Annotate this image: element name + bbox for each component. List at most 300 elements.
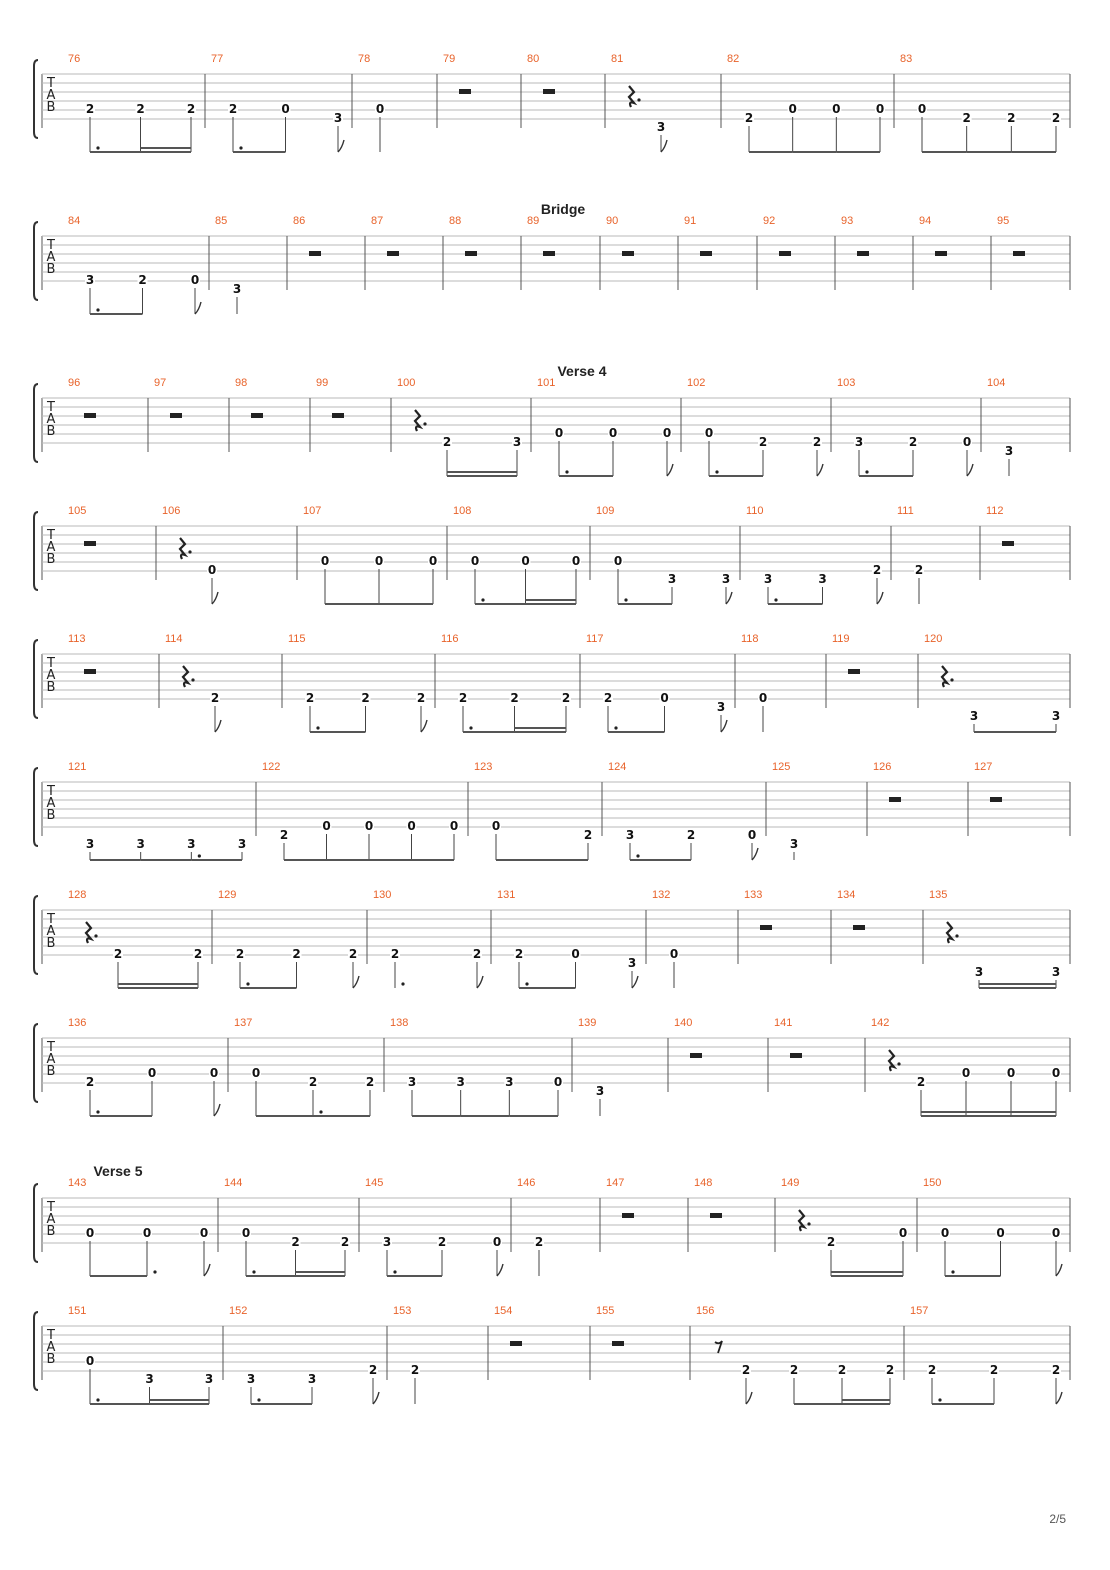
fret-number: 3	[145, 1372, 154, 1386]
note-flag	[877, 592, 883, 604]
measure-number: 107	[303, 505, 322, 517]
fret-number: 3	[512, 435, 522, 449]
note-flag	[338, 140, 344, 152]
duration-dot	[565, 470, 568, 473]
fret-number: 0	[207, 563, 217, 577]
measure	[68, 505, 156, 580]
fret-number: 0	[917, 102, 927, 116]
measure-number: 128	[68, 889, 87, 901]
measure-number: 136	[68, 1017, 87, 1029]
measure	[68, 761, 256, 860]
fret-number: 2	[826, 1235, 836, 1249]
measure-number: 140	[674, 1017, 693, 1029]
fret-number: 3	[307, 1372, 317, 1386]
note-flag	[721, 720, 727, 732]
fret-number: 2	[916, 1075, 926, 1089]
rest-dot	[423, 422, 426, 425]
half-rest	[84, 669, 96, 674]
measure-number: 80	[527, 53, 540, 65]
fret-number: 0	[662, 426, 672, 440]
tab-clef-letter: T	[47, 238, 55, 253]
measure-number: 152	[229, 1305, 248, 1317]
fret-number: 0	[241, 1226, 251, 1240]
measure	[974, 761, 1070, 836]
fret-number: 2	[235, 947, 245, 961]
tab-clef-letter: A	[46, 250, 56, 265]
fret-number: 3	[407, 1075, 417, 1089]
duration-dot	[865, 470, 868, 473]
duration-dot	[96, 146, 99, 149]
fret-number: 2	[292, 947, 301, 961]
fret-number: 2	[1007, 111, 1016, 125]
measure-number: 81	[611, 53, 624, 65]
measure	[527, 215, 600, 290]
system-bracket	[34, 896, 38, 974]
measure-number: 145	[365, 1177, 384, 1189]
fret-number: 0	[320, 554, 330, 568]
tab-system	[34, 633, 1070, 732]
fret-number: 3	[1051, 709, 1061, 723]
fret-number: 0	[962, 435, 972, 449]
measure-number: 148	[694, 1177, 713, 1189]
measure-number: 133	[744, 889, 763, 901]
fret-number: 0	[961, 1066, 971, 1080]
rest-dot	[807, 1222, 810, 1225]
rest-dot	[188, 550, 191, 553]
fret-number: 0	[251, 1066, 261, 1080]
duration-dot	[774, 598, 777, 601]
measure-number: 98	[235, 377, 248, 389]
measure-number: 141	[774, 1017, 793, 1029]
half-rest	[84, 413, 96, 418]
duration-dot	[198, 854, 201, 857]
fret-number: 0	[875, 102, 885, 116]
quarter-rest	[942, 666, 947, 687]
measure	[316, 377, 391, 452]
measure	[293, 215, 365, 290]
fret-number: 2	[472, 947, 482, 961]
measure	[596, 1305, 690, 1380]
half-rest	[170, 413, 182, 418]
tab-clef-letter: A	[46, 412, 56, 427]
fret-number: 3	[187, 837, 196, 851]
tab-clef-letter: B	[46, 424, 56, 439]
duration-dot	[636, 854, 639, 857]
fret-number: 0	[449, 819, 459, 833]
measure-number: 90	[606, 215, 619, 227]
measure	[497, 889, 646, 988]
fret-number: 2	[186, 102, 196, 116]
measure-number: 82	[727, 53, 740, 65]
measure-number: 94	[919, 215, 932, 227]
measure-number: 91	[684, 215, 697, 227]
measure-number: 100	[397, 377, 416, 389]
measure	[441, 633, 580, 732]
quarter-rest	[799, 1210, 804, 1231]
measure	[741, 633, 826, 732]
measure	[537, 377, 681, 476]
fret-number: 2	[583, 828, 593, 842]
half-rest	[700, 251, 712, 256]
fret-number: 2	[510, 691, 519, 705]
half-rest	[857, 251, 869, 256]
fret-number: 0	[571, 554, 581, 568]
half-rest	[760, 925, 772, 930]
fret-number: 2	[534, 1235, 544, 1249]
system-bracket	[34, 222, 38, 300]
half-rest	[1002, 541, 1014, 546]
fret-number: 2	[361, 691, 370, 705]
measure	[494, 1305, 590, 1380]
fret-number: 3	[1004, 444, 1014, 458]
measure	[527, 53, 605, 128]
measure	[837, 377, 981, 476]
fret-number: 0	[608, 426, 618, 440]
tab-system	[34, 505, 1070, 604]
tab-clef-letter: A	[46, 668, 56, 683]
measure-number: 108	[453, 505, 472, 517]
fret-number: 3	[969, 709, 979, 723]
fret-number: 2	[872, 563, 882, 577]
tab-clef-letter: A	[46, 88, 56, 103]
measure	[517, 1177, 600, 1276]
note-flag	[497, 1264, 503, 1276]
tab-system	[34, 53, 1070, 152]
measure	[832, 633, 918, 708]
section-label: Verse 4	[557, 363, 607, 379]
note-flag	[752, 848, 758, 860]
fret-number: 3	[656, 120, 666, 134]
half-rest	[622, 1213, 634, 1218]
fret-number: 3	[974, 965, 984, 979]
fret-number: 0	[832, 102, 841, 116]
tab-system	[34, 363, 1070, 476]
fret-number: 0	[407, 819, 416, 833]
tab-clef-letter: B	[46, 808, 56, 823]
fret-number: 2	[136, 102, 145, 116]
fret-number: 0	[492, 1235, 502, 1249]
duration-dot	[525, 982, 528, 985]
half-rest	[510, 1341, 522, 1346]
quarter-rest	[629, 86, 634, 107]
note-flag	[477, 976, 483, 988]
note-flag	[817, 464, 823, 476]
fret-number: 0	[322, 819, 331, 833]
system-bracket	[34, 60, 38, 138]
measure-number: 119	[832, 633, 850, 645]
measure-number: 101	[537, 377, 556, 389]
measure-number: 106	[162, 505, 181, 517]
note-flag	[353, 976, 359, 988]
measure	[694, 1177, 775, 1252]
duration-dot	[401, 982, 404, 985]
measure-number: 132	[652, 889, 671, 901]
measure	[841, 215, 913, 290]
duration-dot	[252, 1270, 255, 1273]
half-rest	[990, 797, 1002, 802]
fret-number: 2	[437, 1235, 447, 1249]
measure-number: 86	[293, 215, 306, 227]
measure	[873, 761, 968, 836]
fret-number: 3	[627, 956, 637, 970]
note-flag	[726, 592, 732, 604]
measure-number: 150	[923, 1177, 942, 1189]
fret-number: 2	[885, 1363, 895, 1377]
tab-clef-letter: B	[46, 262, 56, 277]
measure	[68, 889, 212, 988]
fret-number: 3	[246, 1372, 256, 1386]
measure-number: 103	[837, 377, 856, 389]
fret-number: 3	[232, 282, 242, 296]
system-bracket	[34, 768, 38, 846]
tab-system	[34, 889, 1070, 988]
measure	[923, 1177, 1070, 1276]
fret-number: 2	[686, 828, 696, 842]
fret-number: 0	[199, 1226, 209, 1240]
quarter-rest	[183, 666, 188, 687]
measure-number: 96	[68, 377, 81, 389]
fret-number: 3	[625, 828, 635, 842]
duration-dot	[938, 1398, 941, 1401]
fret-number: 0	[660, 691, 669, 705]
fret-number: 0	[374, 554, 384, 568]
fret-number: 0	[704, 426, 714, 440]
tab-clef-letter: T	[47, 784, 55, 799]
measure-number: 93	[841, 215, 854, 227]
measure-number: 115	[288, 633, 306, 645]
measure-number: 95	[997, 215, 1010, 227]
fret-number: 0	[898, 1226, 908, 1240]
tab-clef-letter: T	[47, 1200, 55, 1215]
note-flag	[1056, 1392, 1062, 1404]
tab-clef-letter: A	[46, 1340, 56, 1355]
quarter-rest	[86, 922, 91, 943]
system-bracket	[34, 640, 38, 718]
system-bracket	[34, 512, 38, 590]
measure-number: 146	[517, 1177, 536, 1189]
measure-number: 131	[497, 889, 516, 901]
tab-clef-letter: B	[46, 1224, 56, 1239]
quarter-rest	[889, 1050, 894, 1071]
measure	[772, 761, 867, 860]
measure	[68, 377, 148, 452]
measure	[449, 215, 521, 290]
tab-system	[34, 1017, 1070, 1116]
half-rest	[309, 251, 321, 256]
measure	[303, 505, 447, 604]
measure	[371, 215, 443, 290]
measure-number: 130	[373, 889, 392, 901]
tab-clef-letter: T	[47, 76, 55, 91]
rest-dot	[897, 1062, 900, 1065]
fret-number: 3	[505, 1075, 514, 1089]
measure-number: 92	[763, 215, 776, 227]
measure-number: 142	[871, 1017, 890, 1029]
measure-number: 112	[986, 505, 1004, 517]
measure-number: 143	[68, 1177, 87, 1189]
fret-number: 0	[209, 1066, 219, 1080]
tab-clef-letter: T	[47, 528, 55, 543]
measure-number: 118	[741, 633, 759, 645]
measure-number: 125	[772, 761, 791, 773]
fret-number: 0	[788, 102, 797, 116]
measure-number: 153	[393, 1305, 412, 1317]
note-flag	[746, 1392, 752, 1404]
tab-clef-letter: T	[47, 1040, 55, 1055]
fret-number: 2	[458, 691, 468, 705]
measure-number: 144	[224, 1177, 243, 1189]
fret-number: 3	[237, 837, 247, 851]
note-flag	[214, 1104, 220, 1116]
fret-number: 2	[305, 691, 315, 705]
measure-number: 123	[474, 761, 493, 773]
measure	[218, 889, 367, 988]
system-bracket	[34, 1024, 38, 1102]
measure-number: 78	[358, 53, 371, 65]
fret-number: 2	[279, 828, 289, 842]
fret-number: 0	[364, 819, 374, 833]
tab-clef-letter: A	[46, 1052, 56, 1067]
measure	[837, 889, 923, 964]
measure-number: 97	[154, 377, 167, 389]
measure	[234, 1017, 384, 1116]
note-flag	[212, 592, 218, 604]
measure	[68, 53, 205, 152]
measure-number: 114	[165, 633, 183, 645]
rest-dot	[950, 678, 953, 681]
fret-number: 3	[854, 435, 864, 449]
measure	[358, 53, 437, 152]
fret-number: 2	[308, 1075, 318, 1089]
fret-number: 3	[721, 572, 731, 586]
fret-number: 0	[669, 947, 679, 961]
measure	[687, 377, 831, 476]
measure-number: 84	[68, 215, 81, 227]
measure	[997, 215, 1070, 290]
fret-number: 0	[996, 1226, 1005, 1240]
measure	[262, 761, 468, 860]
measure	[727, 53, 894, 152]
fret-number: 0	[553, 1075, 563, 1089]
tab-system	[34, 1163, 1070, 1276]
measure-number: 77	[211, 53, 224, 65]
note-flag	[215, 720, 221, 732]
measure-number: 87	[371, 215, 384, 227]
half-rest	[848, 669, 860, 674]
duration-dot	[481, 598, 484, 601]
measure-number: 116	[441, 633, 459, 645]
fret-number: 2	[410, 1363, 420, 1377]
measure	[900, 53, 1070, 152]
tab-clef-letter: T	[47, 1328, 55, 1343]
fret-number: 2	[789, 1363, 799, 1377]
measure	[288, 633, 435, 732]
measure-number: 139	[578, 1017, 597, 1029]
measure-number: 120	[924, 633, 943, 645]
fret-number: 3	[382, 1235, 392, 1249]
measure-number: 111	[897, 505, 914, 517]
section-label: Verse 5	[93, 1163, 143, 1179]
half-rest	[853, 925, 865, 930]
measure-number: 129	[218, 889, 237, 901]
measure	[871, 1017, 1070, 1116]
tab-clef-letter: T	[47, 400, 55, 415]
tab-system	[34, 761, 1070, 860]
fret-number: 2	[291, 1235, 300, 1249]
measure-number: 79	[443, 53, 456, 65]
quarter-rest	[415, 410, 420, 431]
tab-clef-letter: A	[46, 796, 56, 811]
measure	[897, 505, 980, 604]
fret-number: 0	[85, 1226, 95, 1240]
half-rest	[84, 541, 96, 546]
half-rest	[1013, 251, 1025, 256]
duration-dot	[393, 1270, 396, 1273]
section-label: Bridge	[540, 201, 586, 217]
measure	[162, 505, 297, 604]
measure-number: 109	[596, 505, 615, 517]
measure	[586, 633, 735, 732]
fret-number: 2	[113, 947, 123, 961]
half-rest	[710, 1213, 722, 1218]
fret-number: 2	[744, 111, 754, 125]
tab-clef-letter: B	[46, 1064, 56, 1079]
measure	[211, 53, 352, 152]
measure-number: 138	[390, 1017, 409, 1029]
measure	[68, 1305, 223, 1404]
fret-number: 2	[914, 563, 924, 577]
measure-number: 88	[449, 215, 462, 227]
note-flag	[373, 1392, 379, 1404]
fret-number: 0	[940, 1226, 950, 1240]
measure-number: 157	[910, 1305, 929, 1317]
tab-clef-letter: T	[47, 656, 55, 671]
measure-number: 151	[68, 1305, 87, 1317]
quarter-rest	[180, 538, 185, 559]
measure	[606, 1177, 688, 1252]
fret-number: 2	[442, 435, 452, 449]
measure-number: 147	[606, 1177, 625, 1189]
fret-number: 2	[85, 1075, 95, 1089]
fret-number: 2	[962, 111, 971, 125]
measure	[154, 377, 229, 452]
tab-clef-letter: B	[46, 552, 56, 567]
system-bracket	[34, 1184, 38, 1262]
rest-dot	[955, 934, 958, 937]
duration-dot	[96, 1398, 99, 1401]
half-rest	[387, 251, 399, 256]
duration-dot	[715, 470, 718, 473]
measure-number: 135	[929, 889, 948, 901]
measure-number: 156	[696, 1305, 715, 1317]
fret-number: 0	[147, 1066, 157, 1080]
fret-number: 3	[85, 273, 95, 287]
fret-number: 2	[1051, 111, 1061, 125]
fret-number: 2	[741, 1363, 751, 1377]
note-flag	[967, 464, 973, 476]
fret-number: 0	[554, 426, 564, 440]
system-bracket	[34, 384, 38, 462]
rest-dot	[94, 934, 97, 937]
measure	[443, 53, 521, 128]
measure	[684, 215, 757, 290]
measure	[68, 1177, 218, 1276]
measure	[986, 505, 1070, 580]
tab-clef-letter: B	[46, 680, 56, 695]
fret-number: 0	[521, 554, 530, 568]
half-rest	[612, 1341, 624, 1346]
quarter-rest	[947, 922, 952, 943]
